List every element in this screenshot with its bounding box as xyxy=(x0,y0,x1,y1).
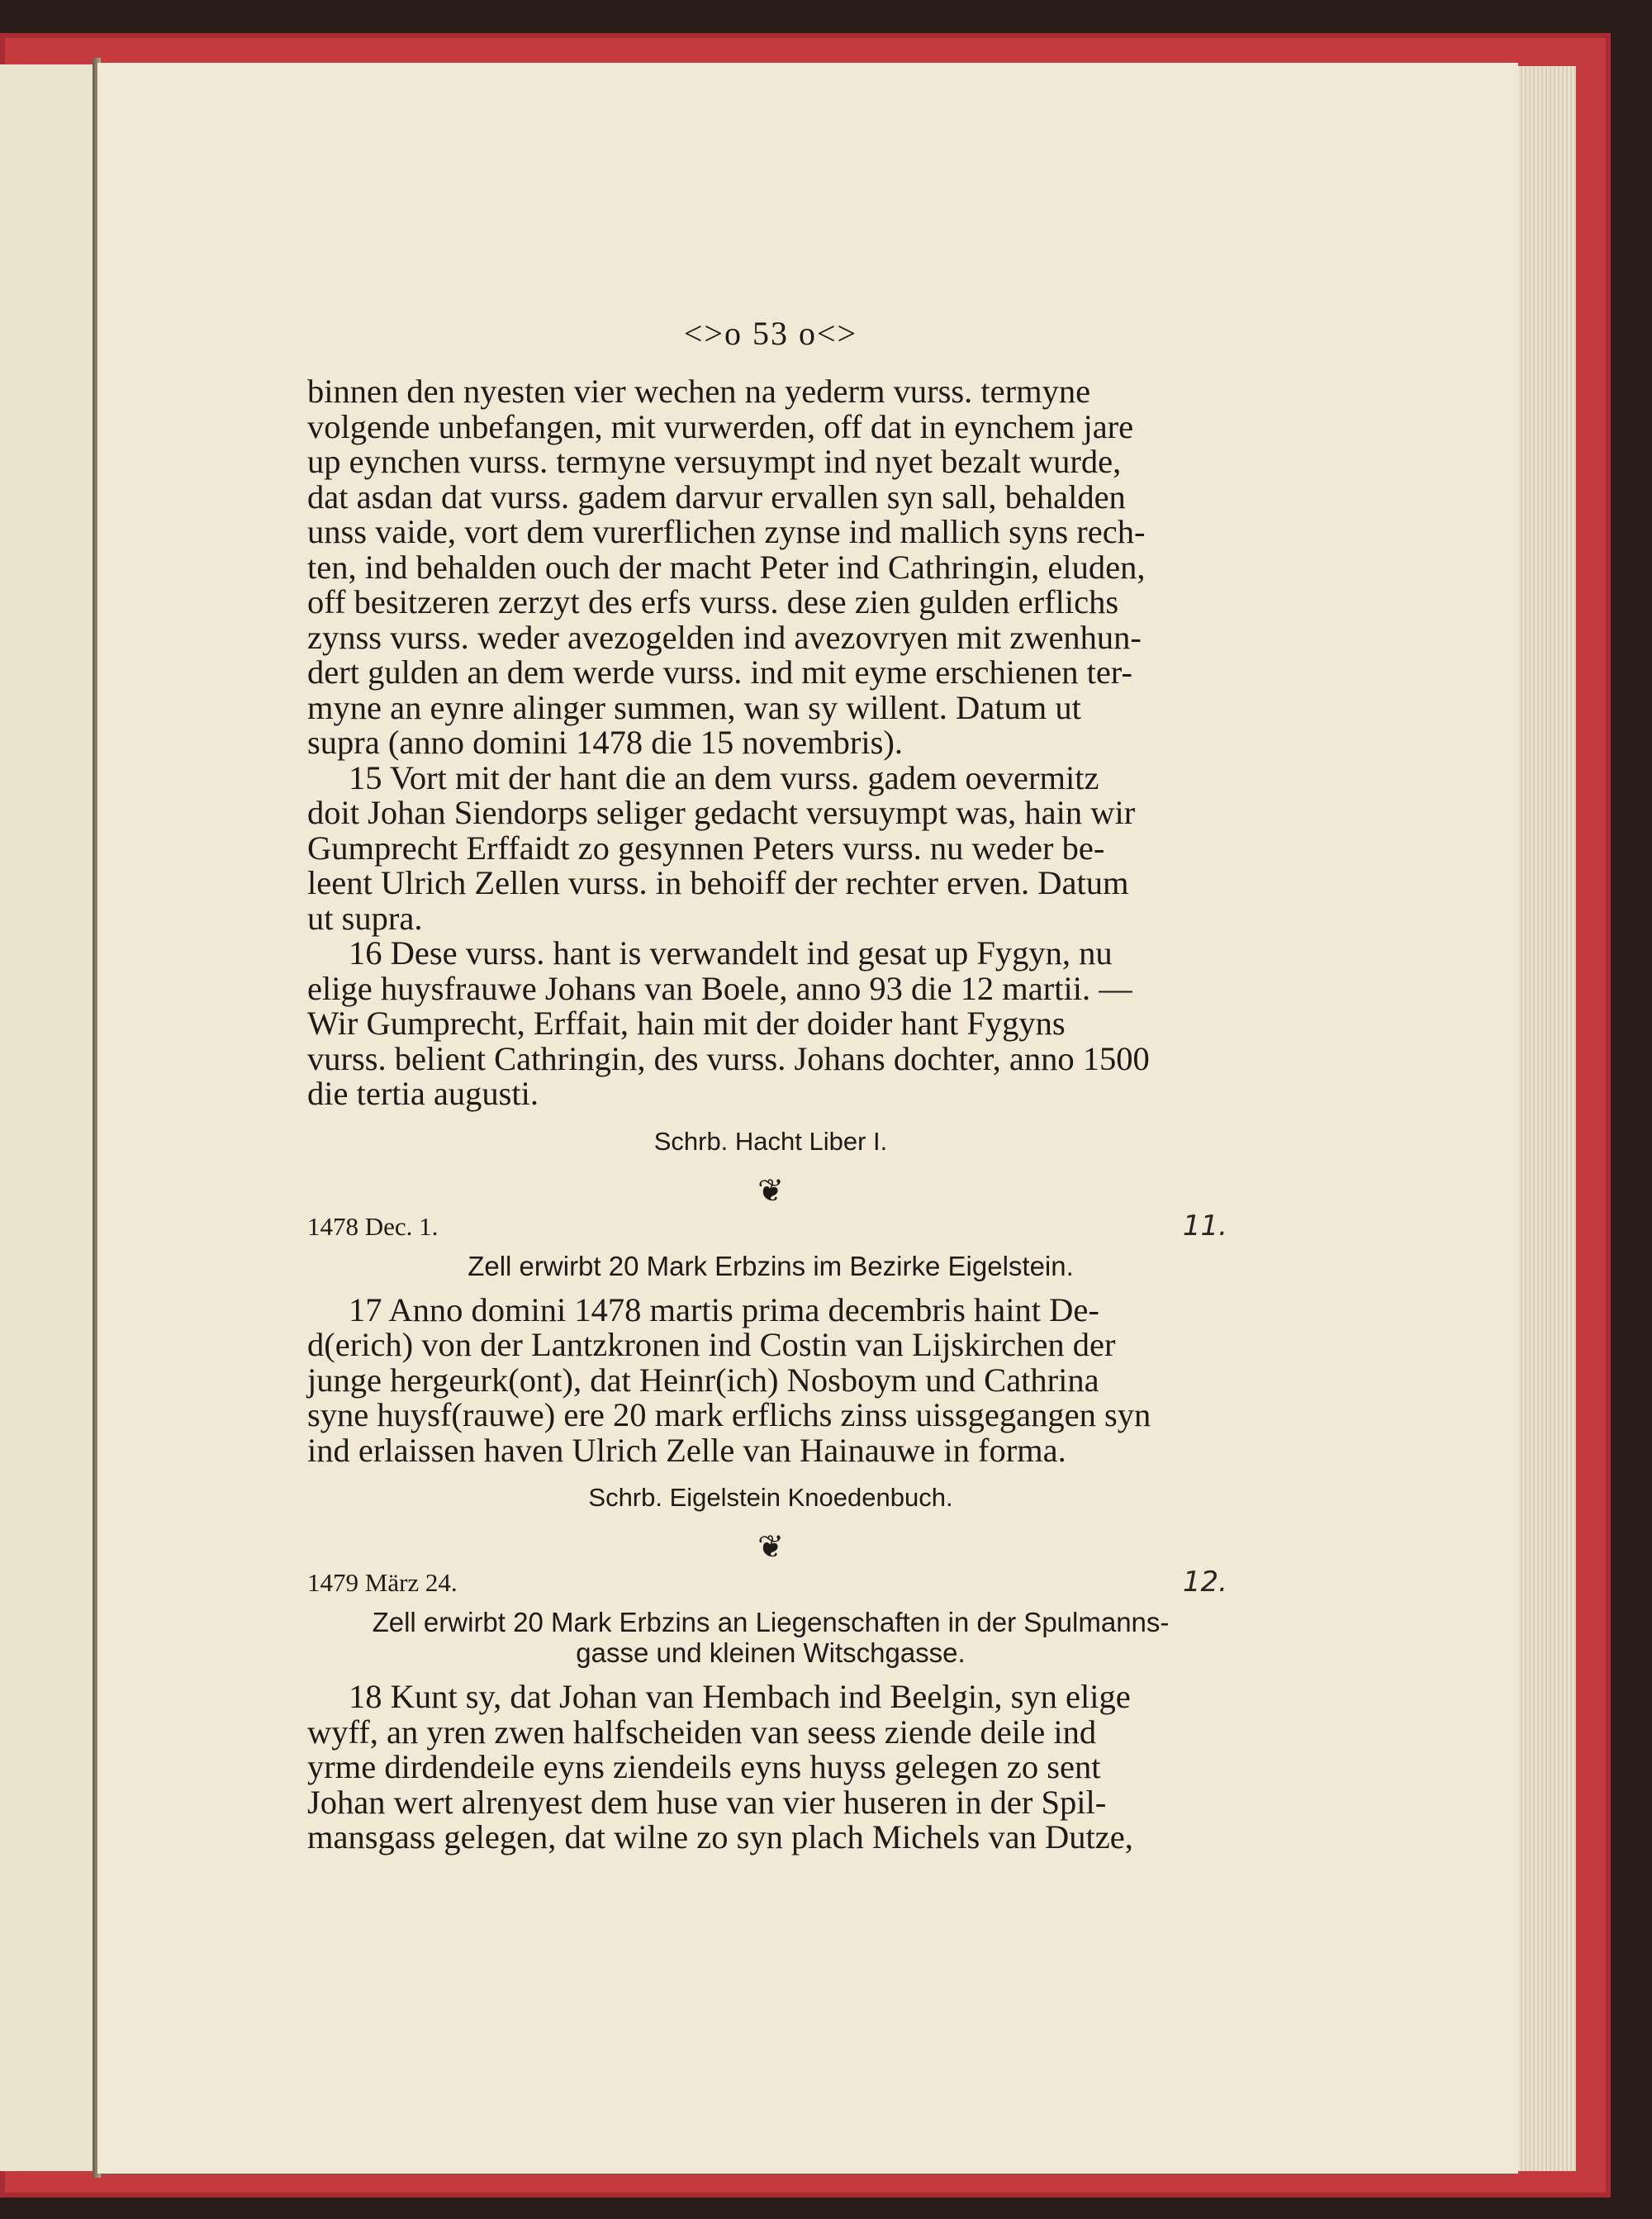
page-text xyxy=(307,314,1234,1856)
paragraph-17 xyxy=(307,1290,1234,1469)
fleuron-ornament: ❦ xyxy=(757,1173,784,1209)
text-line: wyff, an yren zwen halfscheiden van seess ziende deile ind xyxy=(307,1713,1097,1751)
text-line: leent Ulrich Zellen vurss. in behoiff der rechter erven. Datum xyxy=(307,864,1129,901)
text-line: syne huysf(rauwe) ere 20 mark erflichs zinss uissgegangen syn xyxy=(307,1396,1151,1433)
text-line: Johan wert alrenyest dem huse van vier huseren in der Spil- xyxy=(307,1783,1107,1821)
page-number xyxy=(307,314,1234,353)
text-line: 17 Anno domini 1478 martis prima decembris haint De- xyxy=(349,1290,1099,1328)
text-line: ten, ind behalden ouch der macht Peter ind Cathringin, eluden, xyxy=(307,548,1146,586)
text-line: ut supra. xyxy=(307,899,423,937)
text-line: supra (anno domini 1478 die 15 novembris). xyxy=(307,724,904,761)
text-line: vurss. belient Cathringin, des vurss. Johans dochter, anno 1500 xyxy=(307,1039,1150,1077)
text-line: binnen den nyesten vier wechen na yederm vurss. termyne xyxy=(307,373,1091,410)
text-line: off besitzeren zerzyt des erfs vurss. dese zien gulden erflichs xyxy=(307,583,1119,620)
text-line: d(erich) von der Lantzkronen ind Costin van Lijskirchen der xyxy=(307,1326,1116,1363)
text-line: yrme dirdendeile eyns ziendeils eyns huyss gelegen zo sent xyxy=(307,1748,1101,1785)
handwritten-doc-number: 11. xyxy=(1182,1209,1227,1243)
left-page-edge xyxy=(0,64,97,2171)
source-citation: Schrb. Eigelstein Knoedenbuch. xyxy=(588,1483,953,1512)
text-line: volgende unbefangen, mit vurwerden, off dat in eynchem jare xyxy=(307,407,1134,445)
text-line: up eynchen vurss. termyne versuympt ind nyet bezalt wurde, xyxy=(307,443,1122,480)
text-line: dat asdan dat vurss. gadem darvur ervallen syn sall, behalden xyxy=(307,478,1126,516)
entry-heading xyxy=(307,1607,1234,1668)
entry-date: 1478 Dec. 1. xyxy=(307,1211,439,1241)
text-line: 15 Vort mit der hant die an dem vurss. gadem oevermitz xyxy=(349,758,1099,796)
text-line: junge hergeurk(ont), dat Heinr(ich) Nosboym und Cathrina xyxy=(307,1361,1099,1399)
text-line: dert gulden an dem werde vurss. ind mit eyme erschienen ter- xyxy=(307,653,1132,691)
text-line: ind erlaissen haven Ulrich Zelle van Hainauwe in forma. xyxy=(307,1431,1066,1469)
text-line: 16 Dese vurss. hant is verwandelt ind gesat up Fygyn, nu xyxy=(349,934,1113,972)
entry-heading: Zell erwirbt 20 Mark Erbzins im Bezirke Eigelstein. xyxy=(468,1250,1074,1281)
text-line: unss vaide, vort dem vurerflichen zynse ind mallich syns rech- xyxy=(307,513,1146,550)
text-line: Gumprecht Erffaidt zo gesynnen Peters vurss. nu weder be- xyxy=(307,829,1105,867)
entry-heading-line: gasse und kleinen Witschgasse. xyxy=(576,1637,966,1668)
source-citation: Schrb. Hacht Liber I. xyxy=(653,1126,888,1156)
text-line: myne an eynre alinger summen, wan sy willent. Datum ut xyxy=(307,688,1081,726)
page-number-value: 53 xyxy=(752,315,789,352)
page-number-ornament-left: <>o xyxy=(683,315,743,352)
paragraph-15 xyxy=(307,758,1234,937)
entry-date: 1479 März 24. xyxy=(307,1568,458,1597)
text-line: mansgass gelegen, dat wilne zo syn plach Michels van Dutze, xyxy=(307,1818,1133,1856)
paragraph-16 xyxy=(307,936,1234,1112)
page-edges xyxy=(1518,66,1576,2171)
text-line: Wir Gumprecht, Erffait, hain mit der doider hant Fygyns xyxy=(307,1005,1066,1042)
entry-11-header xyxy=(307,1209,1234,1243)
text-line: zynss vurss. weder avezogelden ind avezovryen mit zwenhun- xyxy=(307,618,1142,656)
text-line: doit Johan Siendorps seliger gedacht versuympt was, hain wir xyxy=(307,794,1136,831)
paragraph-18 xyxy=(307,1680,1234,1856)
text-line: elige huysfrauwe Johans van Boele, anno 93 die 12 martii. — xyxy=(307,969,1132,1007)
text-line: 18 Kunt sy, dat Johan van Hembach ind Beelgin, syn elige xyxy=(349,1678,1131,1715)
fleuron-ornament: ❦ xyxy=(757,1530,784,1565)
continuation-paragraph xyxy=(307,374,1234,761)
handwritten-doc-number: 12. xyxy=(1182,1566,1227,1599)
page-number-ornament-right: o<> xyxy=(799,315,858,352)
entry-12-header xyxy=(307,1566,1234,1599)
entry-heading-line: Zell erwirbt 20 Mark Erbzins an Liegenschaften in der Spulmanns- xyxy=(372,1607,1170,1637)
text-line: die tertia augusti. xyxy=(307,1075,539,1112)
